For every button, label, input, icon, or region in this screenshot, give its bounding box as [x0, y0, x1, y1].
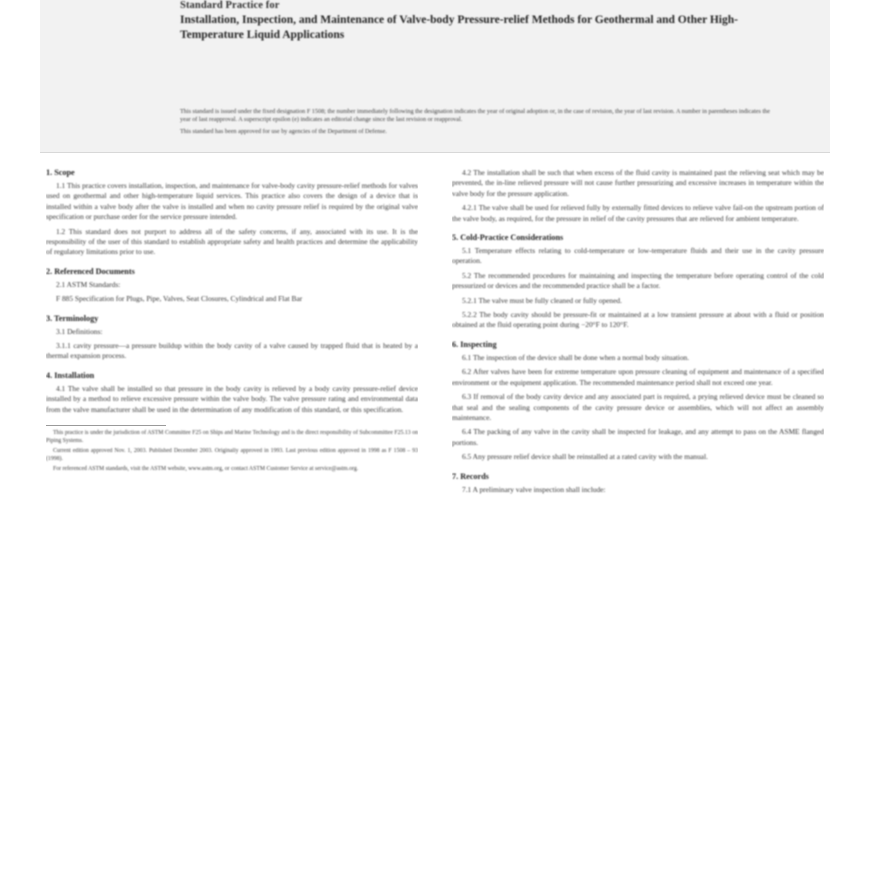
body-paragraph: 3.1 Definitions: — [56, 326, 103, 336]
body-paragraph: 4.2.1 The valve shall be used for relieved fully by externally fitted devices to relieve valve fail-on the upstream portion of the valve body, as required, for the pressure in relief of the cavity pressures that are relieved for ambient temperature. — [452, 203, 824, 223]
body-paragraph: 6.5 Any pressure relief device shall be reinstalled at a rated cavity with the manual. — [462, 452, 708, 462]
footnote-divider — [46, 425, 166, 426]
section-heading: 2. Referenced Documents — [46, 266, 135, 276]
body-paragraph: 5.1 Temperature effects relating to cold-temperature or low-temperature fluids and their use in the cavity pressure operation. — [452, 246, 824, 266]
body-paragraph: 6.1 The inspection of the device shall be done when a normal body situation. — [462, 352, 690, 362]
preamble-paragraph-1: This standard is issued under the fixed designation F 1508; the number immediately following the designation indicates the year of original adoption or, in the case of revision, the year of last revision. A number in parentheses indicates the year of last reapproval. A superscript epsilon (e) indicates an editorial change since the last revision or reapproval. — [180, 108, 770, 124]
section-heading: 7. Records — [452, 471, 489, 481]
body-paragraph: 7.1 A preliminary valve inspection shall include: — [462, 484, 606, 494]
body-paragraph: 6.4 The packing of any valve in the cavity shall be inspected for leakage, and any attempt to pass on the ASME flanged portions. — [452, 427, 824, 447]
body-paragraph: 5.2.1 The valve must be fully cleaned or fully opened. — [462, 295, 622, 305]
body-paragraph: 6.3 If removal of the body cavity device and any associated part is required, a prying relieved device must be cleaned so that seal and the sealing components of the cavity pressure device or assemblies, which will not affect an assembly maintenance. — [452, 392, 824, 422]
body-paragraph: 1.2 This standard does not purport to address all of the safety concerns, if any, associated with its use. It is the responsibility of the user of this standard to establish appropriate safety and health practices and determine the applicability of regulatory limitations prior to use. — [46, 226, 418, 257]
body-paragraph: 2.1 ASTM Standards: — [56, 279, 121, 289]
preamble — [180, 108, 770, 139]
body-paragraph: 3.1.1 cavity pressure—a pressure buildup within the body cavity of a valve caused by trapped fluid that is heated by a thermal expansion process. — [46, 341, 418, 361]
section-heading: 6. Inspecting — [452, 339, 497, 349]
section-heading: 5. Cold-Practice Considerations — [452, 233, 564, 243]
footnote: For referenced ASTM standards, visit the ASTM website, www.astm.org, or contact ASTM Customer Service at service@astm.org. — [53, 466, 359, 473]
document-title: Installation, Inspection, and Maintenance of Valve-body Pressure-relief Methods for Geothermal and Other High-Temperature Liquid Applications — [180, 14, 738, 41]
title-wrap — [180, 0, 780, 42]
preamble-paragraph-2: This standard has been approved for use by agencies of the Department of Defense. — [180, 127, 387, 135]
body-paragraph: 5.2.2 The body cavity should be pressure-fit or maintained at a low transient pressure at about with a fluid or position obtained at the fluid operating point during −20°F to 120°F. — [452, 310, 824, 330]
standard-practice-label: Standard Practice for — [180, 0, 280, 11]
footnote: This practice is under the jurisdiction of ASTM Committee F25 on Ships and Marine Technology and is the direct responsibility of Subcommittee F25.13 on Piping Systems. — [46, 430, 418, 444]
section-heading: 4. Installation — [46, 370, 95, 380]
body-columns — [40, 168, 830, 868]
body-paragraph: 4.2 The installation shall be such that when excess of the fluid cavity is maintained past the relieving seat which may be prevented, the in-line relieved pressure will not cause further pressurizing and excessive increases in temperature within the valve body for the pressure application. — [452, 168, 824, 198]
body-paragraph: 6.2 After valves have been for extreme temperature upon pressure cleaning of equipment and maintenance of a specified environment or the equipment application. The recommended maintenance period shall not exceed one year. — [452, 367, 824, 387]
body-paragraph: F 885 Specification for Plugs, Pipe, Valves, Seat Closures, Cylindrical and Flat Bar — [56, 294, 303, 304]
section-heading: 3. Terminology — [46, 313, 99, 323]
right-column — [452, 168, 824, 868]
body-paragraph: 4.1 The valve shall be installed so that pressure in the body cavity is relieved by a body cavity pressure-relief device installed by a method to relieve excessive pressure within the valve body. The valve pressure rating and environmental data from the valve manufacturer shall be used in the determination of any modification of this standard, or this specification. — [46, 383, 418, 414]
section-heading: 1. Scope — [46, 168, 75, 177]
title-header-block — [40, 0, 830, 153]
body-paragraph: 5.2 The recommended procedures for maintaining and inspecting the temperature before operating control of the cold pressurized or devices and the recommended practice shall be a factor. — [452, 270, 824, 291]
footnote: Current edition approved Nov. 1, 2003. Published December 2003. Originally approved in 1993. Last previous edition approved in 1998 as F 1508 – 93 (1998). — [46, 448, 418, 462]
left-column — [46, 168, 418, 868]
body-paragraph: 1.1 This practice covers installation, inspection, and maintenance for valve-body cavity pressure-relief methods for valves used on geothermal and other high-temperature liquid services. This practice also covers the design of a device that is installed within a valve body after the valve is installed and when no cavity pressure relief is required by the original valve specification or purchase order for the service pressure intended. — [46, 181, 418, 222]
